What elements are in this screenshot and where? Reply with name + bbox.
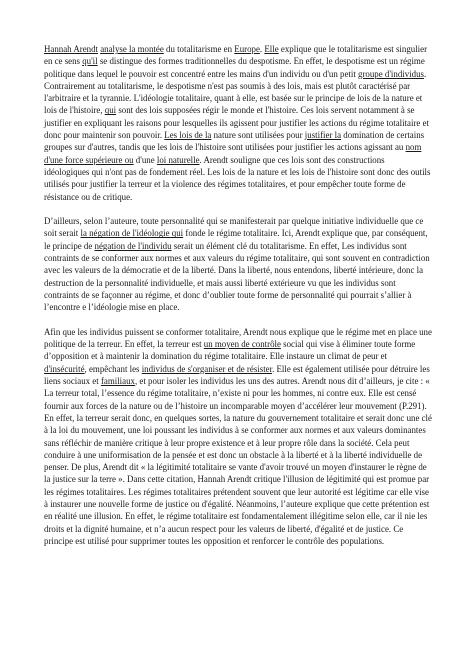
underlined-phrase: qui: [104, 105, 117, 116]
underlined-phrase: d'insécurité: [44, 363, 85, 374]
text-run: Afin que les individus puissent se conformer totalitaire, Arendt nous explique que le régime met en place une politique de la terreur. En effet, la terreur est: [44, 326, 432, 350]
underlined-phrase: loi naturelle: [156, 154, 200, 165]
paragraph: [44, 215, 432, 313]
underlined-phrase: justifier la: [304, 130, 342, 141]
underlined-phrase: Les lois de la: [164, 130, 212, 141]
underlined-phrase: Elle: [264, 44, 279, 54]
underlined-phrase: négation de l'individu: [94, 240, 172, 251]
text-run: nature sont utilisées pour: [211, 130, 305, 141]
text-run: d'une: [133, 154, 157, 165]
text-run: sont des lois supposées régir le monde et l'histoire. Ces lois servent notamment à se justifier en expliquant les raisons pour lesquelles ils agissent pour justifier les actions du régime totalitaire et donc pour maintenir son pouvoir.: [44, 105, 429, 141]
paragraph: [44, 43, 432, 203]
text-run: , et pour isoler les individus les uns des autres. Arendt nous dit d’ailleurs, je cite : « La terreur total, l’essence du régime totalitaire, n’existe ni pour les hommes, ni contre eux. Elle est censé fournir aux forces de la nature ou de l’histoire un incomparable moyen d’accélérer leur mouvement (P.291). En effet, la terreur serait donc, en quelques sortes, la nature du gouvernement totalitaire et serait donc une clé à la loi du mouvement, une loi poussant les individus à se conformer aux normes et aux valeurs dominantes sans réfléchir de manière critique à leur propre existence et à leur propre rôle dans la société. Cela peut conduire à une uniformisation de la pensée et est donc un obstacle à la liberté et à la liberté individuelle de penser. De plus, Arendt dit « la légitimité totalitaire se vante d'avoir trouvé un moyen d'instaurer le règne de la justice sur la terre ». Dans cette citation, Hannah Arendt critique l'illusion de légitimité qui est promue par les régimes totalitaires. Les régimes totalitaires prétendent souvent que leur autorité est légitime car elle vise à instaurer une nouvelle forme de justice ou d'égalité. Néanmoins, l’auteure explique que cette prétention est en réalité une illusion. En effet, le régime totalitaire est fondamentalement illégitime selon elle, car il nie les droits et la dignité humaine, et n’a aucun respect pour les valeurs de liberté, d'égalité et de justice. Ce principe est utilisé pour supprimer toutes les opposition et renforcer le contrôle des populations.: [44, 376, 432, 546]
text-run: serait un élément clé du totalitarisme. En effet, Les individus sont contraints de se conformer aux normes et aux valeurs du régime totalitaire, qui sont souvent en contradiction avec les valeurs de la démocratie et de la liberté. Dans la liberté, nous entendons, liberté intérieure, donc la destruction de la personnalité individuelle, et mais aussi liberté extérieure vu que les individus sont contraints de se façonner au régime, et donc d’oublier toute forme de personnalité qui pourrait s’allier à l’encontre e l’idéologie mise en place.: [44, 240, 430, 313]
text-run: . Arendt souligne que ces lois sont des constructions idéologiques qui n'ont pas de fondement réel. Les lois de la nature et les lois de l'histoire sont donc des outils utilisés pour justifier la terreur et la violence des régimes totalitaires, et pour empêcher toute forme de résistance ou de critique.: [44, 154, 431, 202]
text-run: se distingue des formes traditionnelles du despotisme. En effet, le despotisme est un régime politique dans lequel le pouvoir est concentré entre les mains d'un individu ou d'un petit: [44, 56, 425, 79]
underlined-phrase: qu'il: [82, 56, 98, 67]
document-page: [44, 43, 432, 547]
underlined-phrase: nom d'une force supérieure ou: [44, 142, 422, 165]
text-run: .: [259, 44, 265, 54]
text-run: , empêchant les: [84, 363, 142, 374]
underlined-phrase: Hannah Arendt: [44, 44, 98, 54]
underlined-phrase: Europe: [234, 44, 260, 54]
underlined-phrase: un moyen de contrôle: [203, 339, 281, 350]
underlined-phrase: individus de s'organiser et de résister: [141, 363, 273, 374]
underlined-phrase: analyse la montée: [100, 44, 164, 54]
text-run: explique que le totalitarisme est singulier en ce sens: [44, 44, 428, 67]
text-run: social qui vise à éliminer toute forme d’opposition et à maintenir la domination du régime totalitaire. Elle instaure un climat de peur et: [44, 339, 416, 362]
underlined-phrase: familiaux: [100, 376, 135, 387]
text-run: domination de certains groupes sur d'autres, tandis que les lois de l'histoire sont utilisées pour justifier les actions agissant au: [44, 130, 425, 153]
underlined-phrase: groupe d'individus: [358, 68, 424, 79]
text-run: . Contrairement au totalitarisme, le despotisme n'est pas soumis à des lois, mais est plutôt caractérisé par l'arbitraire et la tyrannie. L'idéologie totalitaire, quant à elle, est basée sur le principe de lois de la nature et lois de l'histoire,: [44, 68, 427, 116]
text-run: fonde le régime totalitaire. Ici, Arendt explique que, par conséquent, le principe de: [44, 228, 428, 251]
text-run: du totalitarisme en: [163, 44, 235, 54]
text-run: . Elle est également utilisée pour détruire les liens sociaux et: [44, 363, 430, 387]
paragraph: [44, 326, 432, 547]
underlined-phrase: la négation de l'idéologie qui: [80, 228, 184, 239]
text-run: D’ailleurs, selon l’auteure, toute personnalité qui se manifesterait par quelque initiative individuelle que ce soit serait: [44, 216, 424, 239]
